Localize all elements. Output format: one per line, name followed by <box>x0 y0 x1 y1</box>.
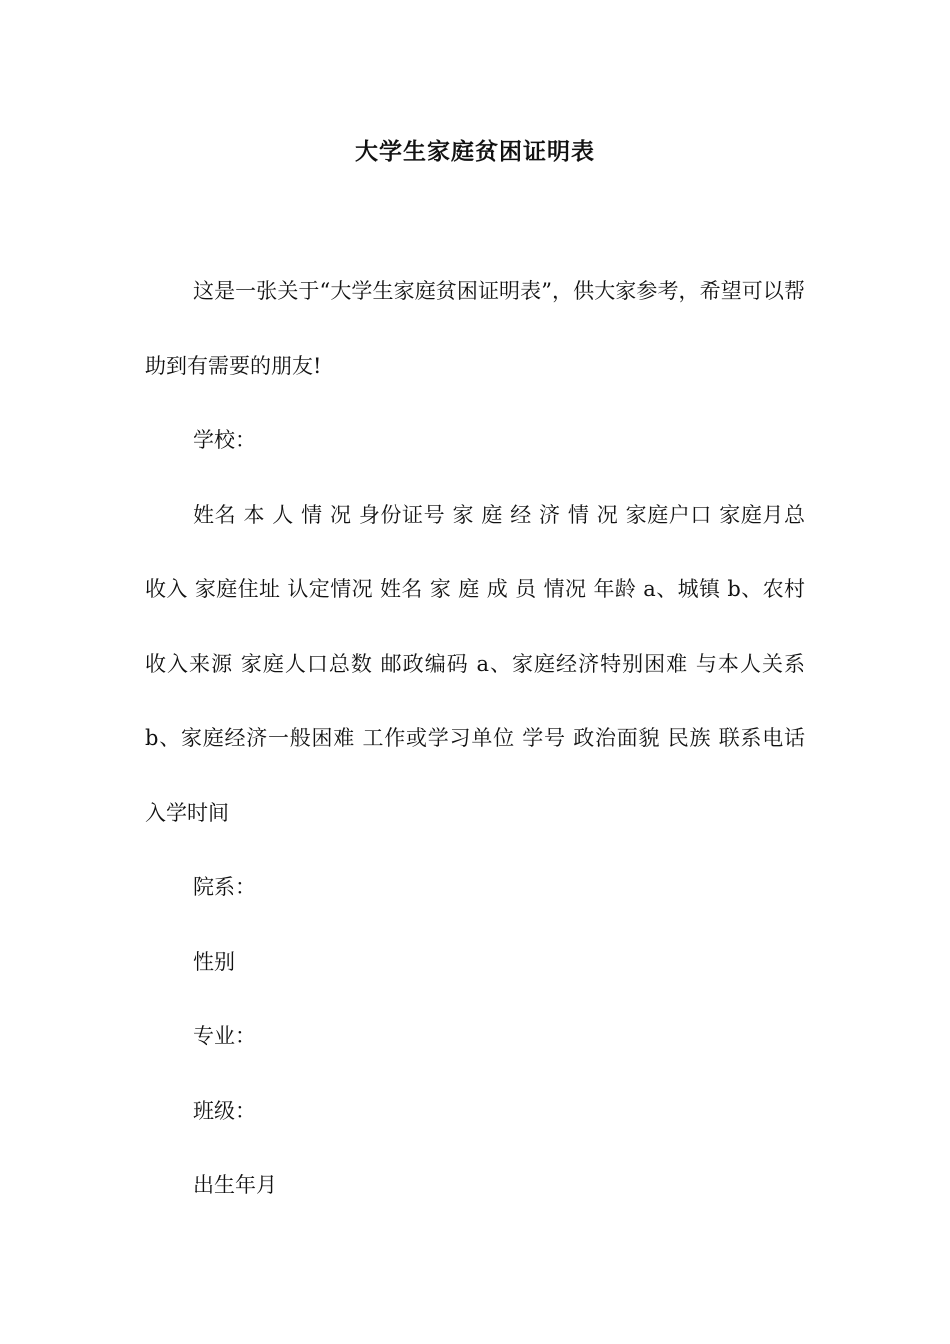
class-label: 班级： <box>193 1098 256 1123</box>
gender-label: 性别 <box>193 949 235 974</box>
birth-date-label: 出生年月 <box>193 1173 277 1197</box>
document-title: 大学生家庭贫困证明表 <box>355 138 595 165</box>
intro-paragraph: 这是一张关于“大学生家庭贫困证明表”，供大家参考，希望可以帮助到有需要的朋友! <box>145 279 805 378</box>
major-label: 专业： <box>193 1024 256 1048</box>
school-label: 学校： <box>193 428 256 452</box>
table-text-paragraph: 姓名 本 人 情 况 身份证号 家 庭 经 济 情 况 家庭户口 家庭月总 收入 家庭住址 认定情况 姓名 家 庭 成 员 情况 年龄 a、城镇 b、农村 收入来源 家庭人口总数 邮政编码 a、家庭经济特别困难 与本人关系 b、家庭经济一般困难 工作或学习单位 学号 政治面貌 民族 联系电话 入学时间 <box>145 502 805 825</box>
department-label: 院系： <box>193 875 256 899</box>
document-body <box>145 254 805 1223</box>
